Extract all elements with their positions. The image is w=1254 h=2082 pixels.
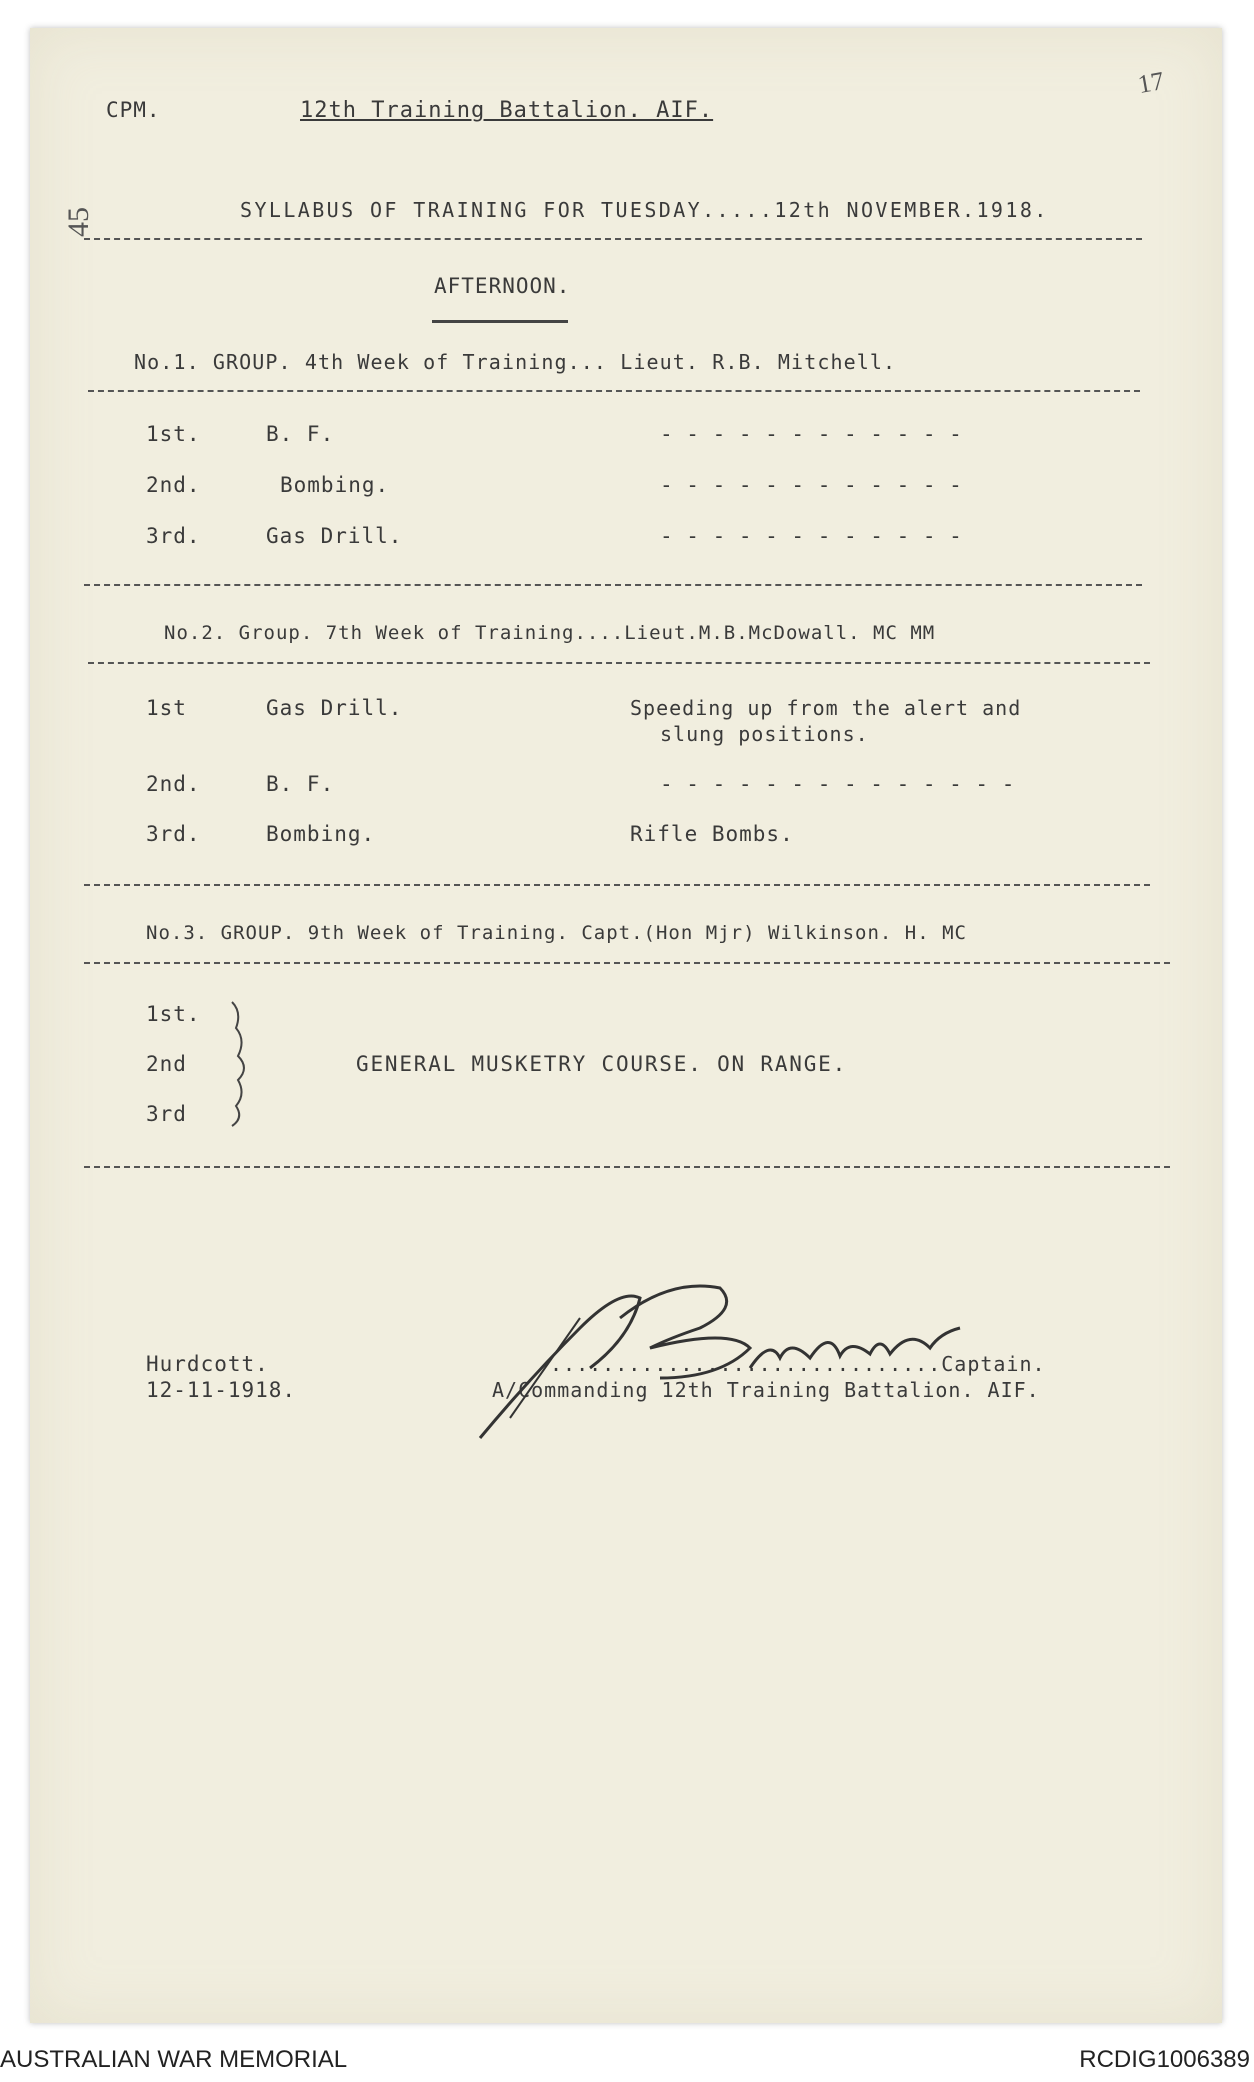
divider (84, 238, 1142, 240)
detail-text: - - - - - - - - - - - - (660, 473, 963, 497)
period-label: 3rd (146, 1102, 187, 1126)
detail-text: - - - - - - - - - - - - - - (660, 772, 1015, 796)
period-label: 3rd. (146, 822, 201, 846)
combined-subject: GENERAL MUSKETRY COURSE. ON RANGE. (356, 1052, 848, 1076)
divider (84, 962, 1170, 964)
detail-text: slung positions. (660, 722, 869, 746)
detail-text: Speeding up from the alert and (630, 696, 1022, 720)
detail-text: - - - - - - - - - - - - (660, 524, 963, 548)
period-label: 2nd (146, 1052, 187, 1076)
cpm-label: CPM. (106, 98, 161, 122)
divider (84, 884, 1150, 886)
signature (470, 1258, 990, 1448)
command-line: A/Commanding 12th Training Battalion. AIF. (492, 1378, 1040, 1402)
subject-label: B. F. (266, 422, 335, 446)
unit-title: 12th Training Battalion. AIF. (300, 98, 714, 123)
divider (84, 584, 1142, 586)
group-heading: No.2. Group. 7th Week of Training....Lieut.M.B.McDowall. MC MM (164, 622, 936, 644)
subject-label: B. F. (266, 772, 335, 796)
detail-text: - - - - - - - - - - - - (660, 422, 963, 446)
group-heading: No.1. GROUP. 4th Week of Training... Lieut. R.B. Mitchell. (134, 350, 897, 374)
period-label: 1st. (146, 422, 201, 446)
document-page (30, 28, 1222, 2023)
footer-institution: AUSTRALIAN WAR MEMORIAL (0, 2046, 348, 2073)
session-heading: AFTERNOON. (434, 274, 571, 298)
bracket (228, 998, 252, 1130)
date-label: 12-11-1918. (146, 1378, 297, 1402)
period-label: 2nd. (146, 772, 201, 796)
page-number-mark: 17 (1135, 65, 1167, 100)
divider (88, 390, 1140, 392)
subject-label: Gas Drill. (266, 524, 403, 548)
side-number-mark: 45 (62, 207, 95, 237)
rank-line: ..............................Captain. (550, 1352, 1046, 1376)
period-label: 2nd. (146, 473, 201, 497)
subject-label: Gas Drill. (266, 696, 403, 720)
divider (84, 1166, 1170, 1168)
subject-label: Bombing. (280, 473, 390, 497)
subject-label: Bombing. (266, 822, 376, 846)
period-label: 1st. (146, 1002, 201, 1026)
place-label: Hurdcott. (146, 1352, 269, 1376)
footer-id: RCDIG1006389 (1079, 2046, 1250, 2073)
session-underline (432, 320, 568, 323)
divider (88, 662, 1150, 664)
period-label: 1st (146, 696, 187, 720)
group-heading: No.3. GROUP. 9th Week of Training. Capt.(Hon Mjr) Wilkinson. H. MC (146, 922, 967, 944)
detail-text: Rifle Bombs. (630, 822, 794, 846)
syllabus-title: SYLLABUS OF TRAINING FOR TUESDAY.....12th NOVEMBER.1918. (240, 198, 1049, 222)
period-label: 3rd. (146, 524, 201, 548)
